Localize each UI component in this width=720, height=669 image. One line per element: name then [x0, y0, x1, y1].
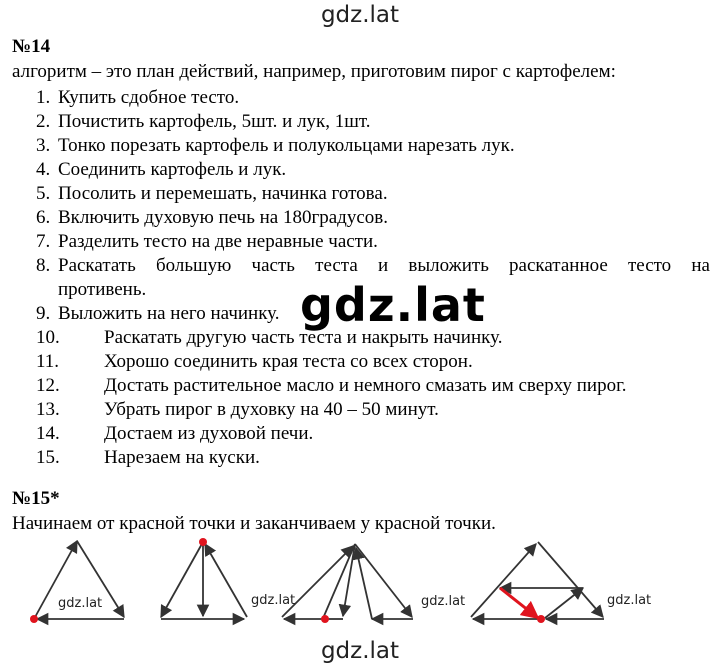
- step-6: 6. Включить духовую печь на 180градусов.: [36, 207, 389, 228]
- red-point-2: [199, 538, 207, 546]
- step-12: 12. Достать растительное масло и немного смазать им сверху пирог.: [36, 375, 627, 396]
- red-point-4: [537, 615, 545, 623]
- triangle-figures: [0, 532, 720, 637]
- step-14: 14. Достаем из духовой печи.: [36, 423, 314, 444]
- figure-4: [471, 542, 604, 619]
- watermark-bottom: gdz.lat: [320, 638, 400, 664]
- task15-title: №15*: [12, 488, 60, 509]
- figure-watermark-1: gdz.lat: [58, 596, 103, 611]
- step-8: 8. Раскатать большую часть теста и выложить раскатанное тесто на противень.: [36, 255, 710, 300]
- figure-2: [161, 542, 247, 619]
- watermark-top: gdz.lat: [320, 2, 400, 28]
- step-5: 5. Посолить и перемешать, начинка готова.: [36, 183, 388, 204]
- step-7: 7. Разделить тесто на две неравные части.: [36, 231, 378, 252]
- red-point-3: [321, 615, 329, 623]
- step-9: 9. Выложить на него начинку.: [36, 303, 280, 324]
- red-point-1: [30, 615, 38, 623]
- step-4: 4. Соединить картофель и лук.: [36, 159, 287, 180]
- task14-intro: алгоритм – это план действий, например, приготовим пирог с картофелем:: [12, 61, 616, 82]
- figure-watermark-3: gdz.lat: [421, 594, 466, 609]
- step-3: 3. Тонко порезать картофель и полукольцами нарезать лук.: [36, 135, 515, 156]
- figure-3: [282, 544, 413, 619]
- task15-intro: Начинаем от красной точки и заканчиваем у красной точки.: [12, 513, 496, 534]
- step-2: 2. Почистить картофель, 5шт. и лук, 1шт.: [36, 111, 371, 132]
- task14-title: №14: [12, 36, 51, 57]
- step-13: 13. Убрать пирог в духовку на 40 – 50 минут.: [36, 399, 439, 420]
- watermark-middle: gdz.lat: [300, 278, 486, 332]
- step-15: 15. Нарезаем на куски.: [36, 447, 260, 468]
- step-1: 1. Купить сдобное тесто.: [36, 87, 240, 108]
- figure-watermark-2: gdz.lat: [251, 593, 296, 608]
- step-10: 10. Раскатать другую часть теста и накрыть начинку.: [36, 327, 503, 348]
- step-11: 11. Хорошо соединить края теста со всех сторон.: [36, 351, 473, 372]
- figure-watermark-4: gdz.lat: [607, 593, 652, 608]
